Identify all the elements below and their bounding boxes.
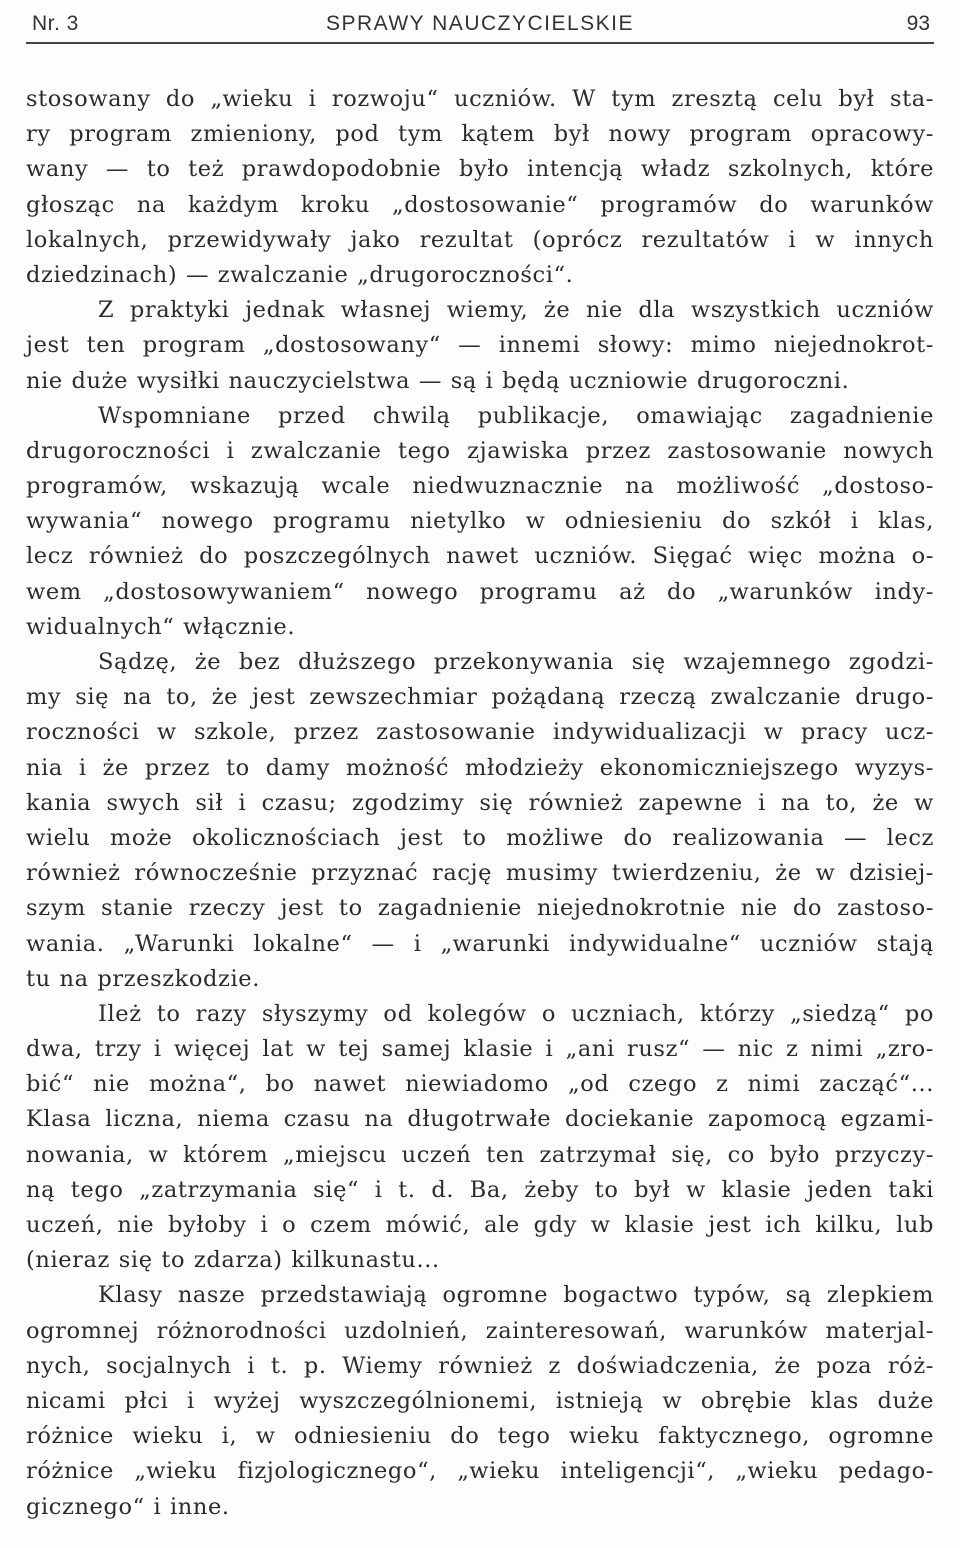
text-line: nowania, w którem „miejscu uczeń ten zatrzymał się, co było przyczy-	[26, 1141, 934, 1168]
text-line: nia i że przez to damy możność młodzieży ekonomiczniejszego wyzys-	[26, 754, 934, 781]
paragraph	[26, 997, 934, 1279]
text-line: głosząc na każdym kroku „dostosowanie“ programów do warunków	[26, 191, 934, 218]
journal-title: SPRAWY NAUCZYCIELSKIE	[325, 12, 635, 35]
text-line: wywania“ nowego programu nietylko w odniesieniu do szkół i klas,	[26, 508, 934, 535]
text-line: lokalnych, przewidywały jako rezultat (oprócz rezultatów i w innych	[26, 226, 934, 253]
text-line: tu na przeszkodzie.	[26, 965, 260, 992]
text-line: Ileż to razy słyszymy od kolegów o uczniach, którzy „siedzą“ po	[98, 1000, 934, 1027]
text-line: szym stanie rzeczy jest to zagadnienie niejednokrotnie nie do zastoso-	[26, 895, 934, 922]
text-line: nie duże wysiłki nauczycielstwa — są i będą uczniowie drugoroczni.	[26, 367, 850, 394]
text-line: lecz również do poszczególnych nawet uczniów. Sięgać więc można o-	[26, 543, 934, 570]
text-line: nicami płci i wyżej wyszczególnionemi, istnieją w obrębie klas duże	[26, 1387, 934, 1414]
text-line: ną tego „zatrzymania się“ i t. d. Ba, żeby to był w klasie jeden taki	[26, 1176, 934, 1203]
text-line: widualnych“ włącznie.	[26, 613, 296, 640]
text-line: wany — to też prawdopodobnie było intencją władz szkolnych, które	[26, 156, 934, 183]
text-line: my się na to, że jest zewszechmiar pożądaną rzeczą zwalczanie drugo-	[26, 684, 934, 711]
text-line: wielu może okolicznościach jest to możliwe do realizowania — lecz	[26, 824, 934, 851]
text-line: stosowany do „wieku i rozwoju“ uczniów. W tym zresztą celu był sta-	[26, 86, 934, 112]
text-line: bić“ nie można“, bo nawet niewiadomo „od czego z nimi zacząć“...	[26, 1071, 934, 1098]
text-line: Klasa liczna, niema czasu na długotrwałe dociekanie zapomocą egzami-	[26, 1106, 934, 1133]
text-line: Sądzę, że bez dłuższego przekonywania się wzajemnego zgodzi-	[98, 649, 934, 675]
text-line: wem „dostosowywaniem“ nowego programu aż do „warunków indy-	[26, 578, 934, 605]
text-line: różnice „wieku fizjologicznego“, „wieku inteligencji“, „wieku pedago-	[26, 1458, 934, 1485]
text-line: dziedzinach) — zwalczanie „drugoroczności“.	[26, 261, 574, 288]
text-line: Z praktyki jednak własnej wiemy, że nie dla wszystkich uczniów	[98, 297, 934, 324]
text-line: wania. „Warunki lokalne“ — i „warunki indywidualne“ uczniów stają	[26, 930, 934, 957]
paragraph	[26, 82, 934, 293]
text-line: ry program zmieniony, pod tym kątem był nowy program opracowy-	[26, 121, 934, 148]
text-line: gicznego“ i inne.	[26, 1493, 230, 1520]
text-line: drugoroczności i zwalczanie tego zjawiska przez zastosowanie nowych	[26, 437, 934, 464]
text-line: (nieraz się to zdarza) kilkunastu...	[26, 1247, 440, 1274]
text-line: ogromnej różnorodności uzdolnień, zainteresowań, warunków materjal-	[26, 1317, 934, 1344]
text-line: różnice wieku i, w odniesieniu do tego wieku faktycznego, ogromne	[26, 1423, 934, 1450]
paragraph	[26, 1278, 934, 1524]
text-line: dwa, trzy i więcej lat w tej samej klasie i „ani rusz“ — nic z nimi „zro-	[26, 1036, 934, 1063]
text-line: roczności w szkole, przez zastosowanie indywidualizacji w pracy ucz-	[26, 719, 934, 746]
body-text	[26, 82, 934, 1525]
text-line: nych, socjalnych i t. p. Wiemy również z doświadczenia, że poza róż-	[26, 1352, 934, 1379]
text-line: programów, wskazują wcale niedwuznacznie na możliwość „dostoso-	[26, 473, 934, 500]
text-line: kania swych sił i czasu; zgodzimy się również zapewne i na to, że w	[26, 789, 934, 816]
text-line: jest ten program „dostosowany“ — innemi słowy: mimo niejednokrot-	[26, 332, 934, 359]
header-rule	[26, 42, 934, 44]
running-header	[26, 8, 934, 42]
paragraph	[26, 645, 934, 997]
page-number: 93	[906, 12, 930, 35]
issue-number: Nr. 3	[32, 12, 79, 35]
text-line: uczeń, nie byłoby i o czem mówić, ale gdy w klasie jest ich kilku, lub	[26, 1212, 934, 1238]
paragraph	[26, 399, 934, 645]
text-line: również równocześnie przyznać rację musimy twierdzeniu, że w dzisiej-	[26, 860, 934, 887]
text-line: Wspomniane przed chwilą publikacje, omawiając zagadnienie	[98, 402, 934, 429]
paragraph	[26, 293, 934, 399]
text-line: Klasy nasze przedstawiają ogromne bogactwo typów, są zlepkiem	[98, 1282, 934, 1309]
